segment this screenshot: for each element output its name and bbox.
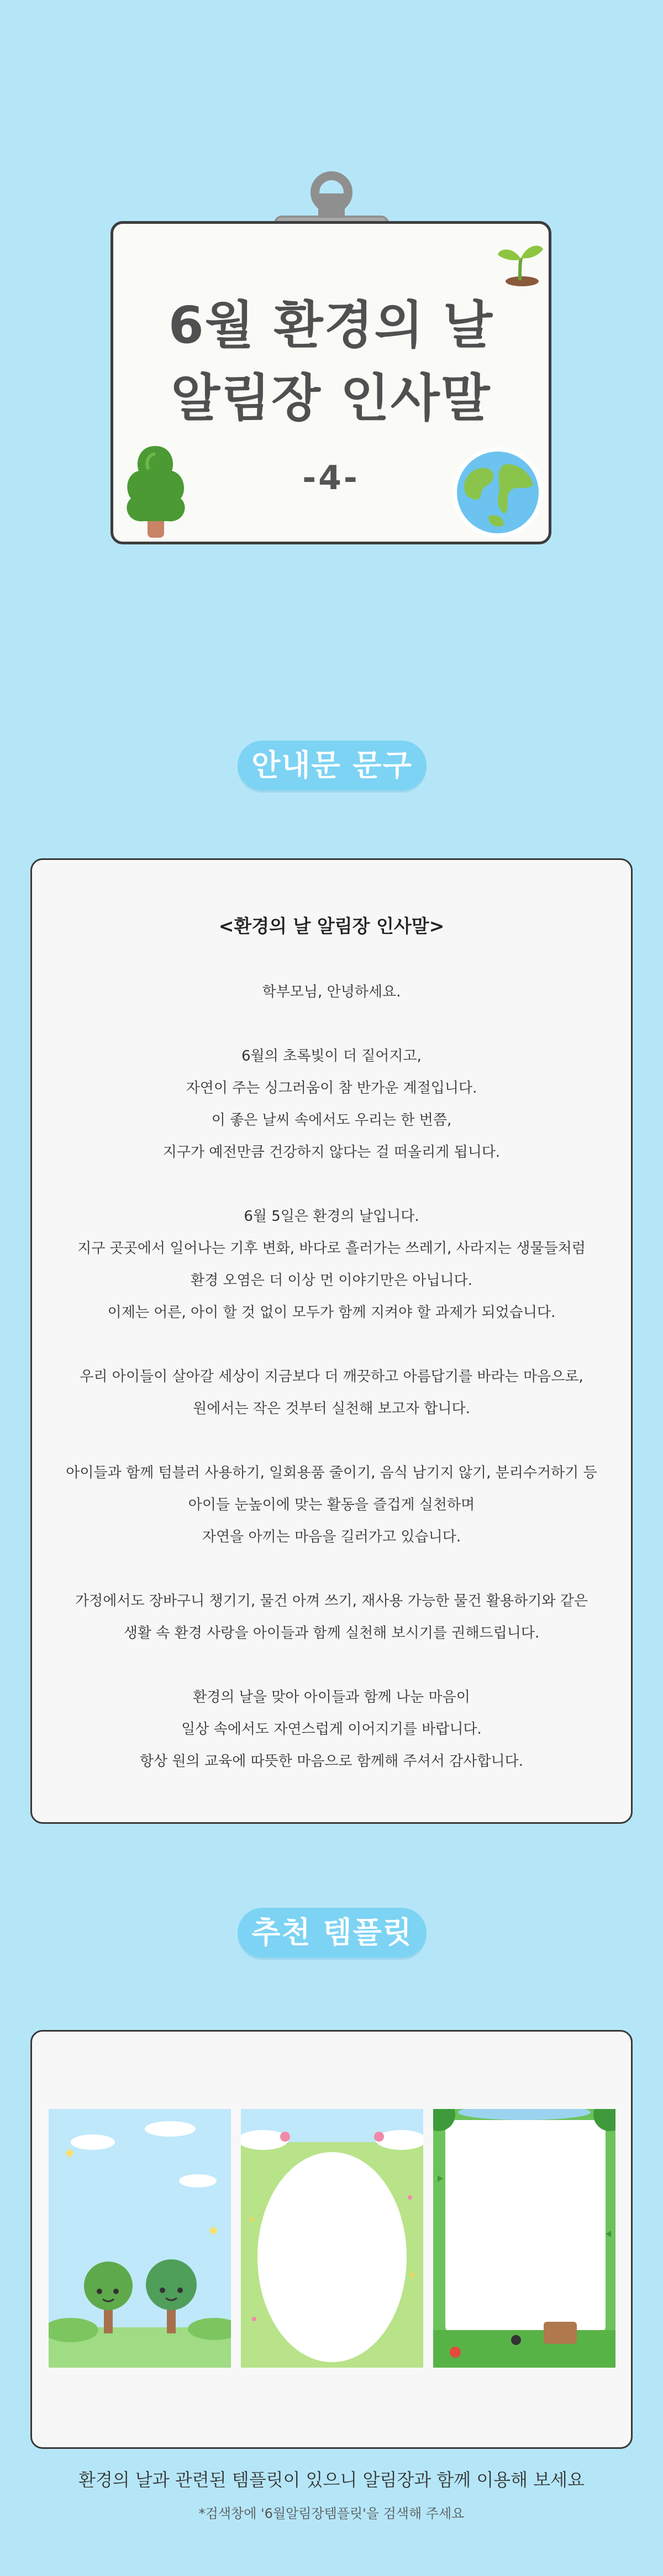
notice-line: 환경의 날을 맞아 아이들과 함께 나눈 마음이	[193, 1689, 470, 1706]
page-number: -4-	[302, 459, 360, 497]
sprout-icon	[493, 235, 546, 288]
notice-spacer	[32, 1649, 631, 1681]
notice-body	[32, 976, 631, 1777]
tree-icon	[117, 440, 194, 545]
page-title	[113, 289, 549, 435]
notice-line: 학부모님, 안녕하세요.	[262, 984, 401, 1000]
notice-line: 항상 원의 교육에 따뜻한 마음으로 함께해 주셔서 감사합니다.	[139, 1753, 524, 1770]
footer-search-hint: *검색창에 '6월알림장템플릿'을 검색해 주세요	[198, 2506, 465, 2521]
notice-line: 가정에서도 장바구니 챙기기, 물건 아껴 쓰기, 재사용 가능한 물건 활용하기와 같은	[75, 1593, 588, 1609]
notice-line: 6월 5일은 환경의 날입니다.	[244, 1208, 419, 1225]
notice-line: 이 좋은 날씨 속에서도 우리는 한 번쯤,	[211, 1112, 452, 1129]
earth-icon	[450, 445, 545, 540]
notice-card	[30, 858, 633, 1824]
notice-line: 이제는 어른, 아이 할 것 없이 모두가 함께 지켜야 할 과제가 되었습니다.	[107, 1304, 556, 1321]
notice-title: <환경의 날 알림장 인사말>	[218, 915, 445, 937]
notice-spacer	[32, 1168, 631, 1200]
templates-section-label: 추천 템플릿	[238, 1908, 427, 1958]
title-board	[110, 221, 551, 544]
notice-line: 아이들과 함께 텀블러 사용하기, 일회용품 줄이기, 음식 남기지 않기, 분리수거하기 등	[66, 1465, 597, 1481]
notice-line: 지구 곳곳에서 일어나는 기후 변화, 바다로 흘러가는 쓰레기, 사라지는 생물들처럼	[77, 1240, 586, 1257]
notice-line: 자연이 주는 싱그러움이 참 반가운 계절입니다.	[186, 1080, 477, 1096]
notice-line: 자연을 아끼는 마음을 길러가고 있습니다.	[202, 1529, 461, 1545]
notice-line: 6월의 초록빛이 더 짙어지고,	[241, 1048, 422, 1064]
notice-line: 생활 속 환경 사랑을 아이들과 함께 실천해 보시기를 권해드립니다.	[123, 1625, 540, 1641]
notice-spacer	[32, 1425, 631, 1457]
templates-card	[30, 2030, 633, 2449]
notice-spacer	[32, 1553, 631, 1585]
footer-message: 환경의 날과 관련된 템플릿이 있으니 알림장과 함께 이용해 보세요	[78, 2469, 585, 2490]
title-line-1: 6월 환경의 날	[168, 296, 494, 355]
notice-line: 지구가 예전만큼 건강하지 않다는 걸 떠올리게 됩니다.	[162, 1144, 501, 1161]
template-thumbnail-trees[interactable]	[49, 2109, 231, 2368]
notice-line: 원에서는 작은 것부터 실천해 보고자 합니다.	[193, 1400, 470, 1417]
notice-section-label: 안내문 문구	[238, 741, 427, 790]
notice-line: 환경 오염은 더 이상 먼 이야기만은 아닙니다.	[191, 1272, 472, 1289]
template-thumbnail-forest[interactable]	[433, 2109, 615, 2368]
template-thumbnail-oval[interactable]	[241, 2109, 423, 2368]
notice-spacer	[32, 1008, 631, 1040]
notice-spacer	[32, 1329, 631, 1361]
notice-line: 일상 속에서도 자연스럽게 이어지기를 바랍니다.	[181, 1721, 482, 1738]
title-line-2: 알림장 인사말	[171, 369, 491, 428]
notice-line: 우리 아이들이 살아갈 세상이 지금보다 더 깨끗하고 아름답기를 바라는 마음으로,	[80, 1368, 583, 1385]
notice-line: 아이들 눈높이에 맞는 활동을 즐겁게 실천하며	[188, 1497, 475, 1513]
